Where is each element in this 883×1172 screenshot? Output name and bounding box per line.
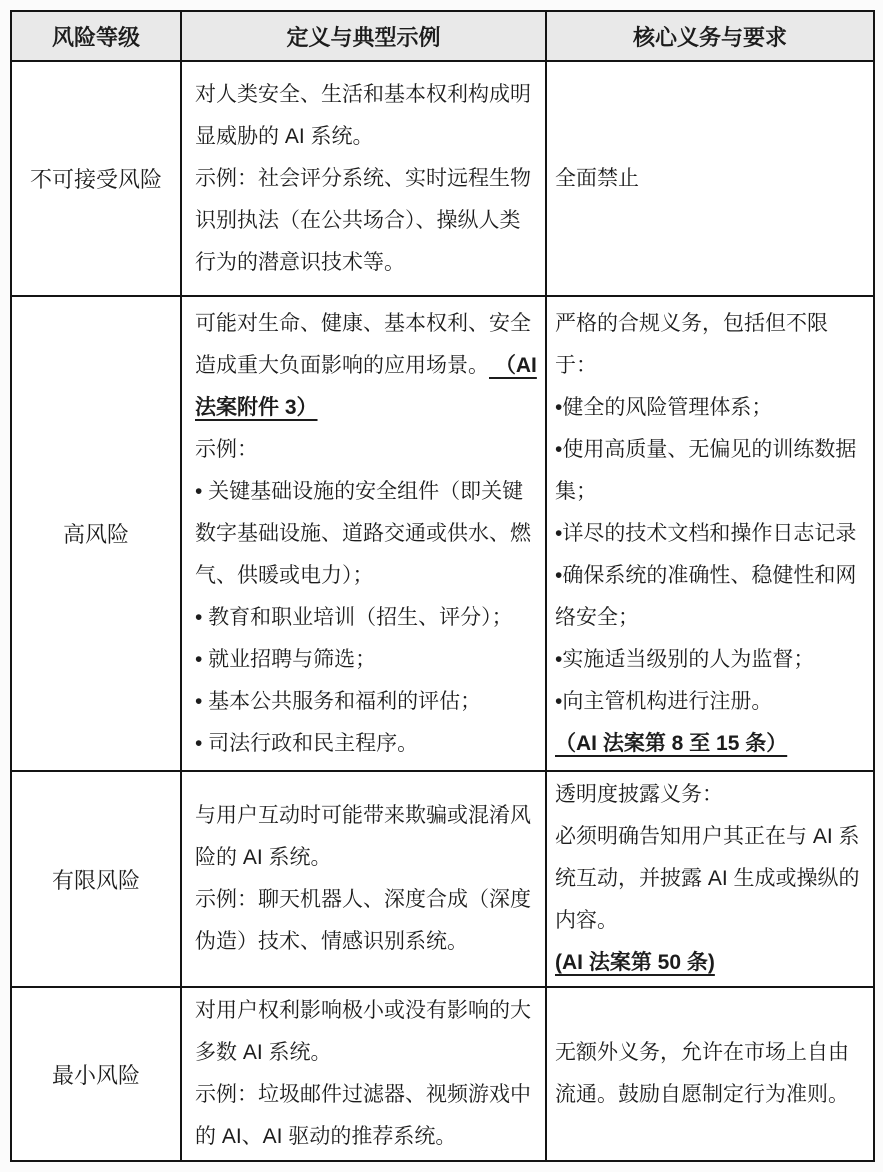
text-run: •详尽的技术文档和操作日志记录: [555, 521, 857, 545]
text-run: • 司法行政和民主程序。: [195, 731, 419, 755]
obligation-paragraph: [555, 723, 867, 765]
definition-cell: [181, 61, 546, 296]
definition-paragraph: [195, 1074, 539, 1158]
text-run: 示例：聊天机器人、深度合成（深度伪造）技术、情感识别系统。: [195, 888, 531, 953]
text-run: （AI 法案附件 3）: [195, 353, 537, 419]
text-run: 全面禁止: [555, 166, 639, 190]
obligation-paragraph: [555, 555, 867, 639]
definition-paragraph: [195, 681, 539, 723]
text-run: 严格的合规义务，包括但不限于：: [555, 311, 828, 377]
definition-cell: [181, 987, 546, 1161]
column-header-definition: 定义与典型示例: [181, 11, 546, 61]
text-run: 示例：垃圾邮件过滤器、视频游戏中的 AI、AI 驱动的推荐系统。: [195, 1083, 531, 1148]
definition-paragraph: [195, 471, 539, 597]
text-run: • 教育和职业培训（招生、评分）；: [195, 605, 513, 629]
text-run: •确保系统的准确性、稳健性和网络安全；: [555, 563, 857, 629]
risk-table-body: [11, 61, 874, 1161]
obligation-paragraph: [555, 429, 867, 513]
obligation-paragraph: [555, 303, 867, 387]
text-run: 示例：: [195, 437, 258, 461]
text-run: 透明度披露义务：: [555, 783, 723, 806]
obligation-paragraph: [555, 1032, 867, 1116]
text-run: •向主管机构进行注册。: [555, 689, 773, 713]
text-run: • 基本公共服务和福利的评估；: [195, 689, 482, 713]
text-run: 可能对生命、健康、基本权利、安全造成重大负面影响的应用场景。: [195, 311, 531, 377]
text-run: • 就业招聘与筛选；: [195, 647, 377, 671]
obligations-cell: [546, 987, 874, 1161]
definition-paragraph: [195, 597, 539, 639]
text-run: • 关键基础设施的安全组件（即关键数字基础设施、道路交通或供水、燃气、供暖或电力）；: [195, 479, 531, 587]
text-run: （AI 法案第 8 至 15 条）: [555, 731, 788, 755]
table-row: [11, 296, 874, 771]
text-run: •健全的风险管理体系；: [555, 395, 773, 419]
text-run: 示例：社会评分系统、实时远程生物识别执法（在公共场合）、操纵人类行为的潜意识技术等。: [195, 166, 531, 274]
definition-paragraph: [195, 990, 539, 1074]
column-header-risk-level: 风险等级: [11, 11, 181, 61]
definition-cell: [181, 771, 546, 987]
obligation-paragraph: [555, 158, 867, 200]
obligation-paragraph: [555, 681, 867, 723]
risk-table: [10, 10, 875, 1162]
obligations-cell: [546, 61, 874, 296]
definition-paragraph: [195, 74, 539, 158]
table-row: [11, 771, 874, 987]
table-row: [11, 987, 874, 1161]
header-row: [11, 11, 874, 61]
risk-level-cell: 有限风险: [11, 771, 181, 987]
table-row: [11, 61, 874, 296]
definition-paragraph: [195, 639, 539, 681]
definition-paragraph: [195, 158, 539, 284]
risk-level-cell: 不可接受风险: [11, 61, 181, 296]
risk-level-cell: 高风险: [11, 296, 181, 771]
definition-cell: [181, 296, 546, 771]
definition-paragraph: [195, 879, 539, 963]
obligation-paragraph: [555, 816, 867, 942]
risk-table-header: [11, 11, 874, 61]
definition-paragraph: [195, 795, 539, 879]
obligation-paragraph: [555, 513, 867, 555]
definition-paragraph: [195, 303, 539, 429]
obligation-paragraph: [555, 639, 867, 681]
text-run: 对人类安全、生活和基本权利构成明显威胁的 AI 系统。: [195, 82, 531, 148]
definition-paragraph: [195, 723, 539, 765]
text-run: 必须明确告知用户其正在与 AI 系统互动，并披露 AI 生成或操纵的内容。: [555, 825, 860, 932]
obligation-paragraph: [555, 942, 867, 984]
obligation-paragraph: [555, 774, 867, 816]
obligation-paragraph: [555, 387, 867, 429]
column-header-obligations: 核心义务与要求: [546, 11, 874, 61]
text-run: (AI 法案第 50 条): [555, 951, 715, 974]
text-run: 无额外义务，允许在市场上自由流通。鼓励自愿制定行为准则。: [555, 1041, 849, 1106]
text-run: 与用户互动时可能带来欺骗或混淆风险的 AI 系统。: [195, 804, 531, 869]
text-run: •实施适当级别的人为监督；: [555, 647, 815, 671]
obligations-cell: [546, 296, 874, 771]
definition-paragraph: [195, 429, 539, 471]
risk-level-cell: 最小风险: [11, 987, 181, 1161]
text-run: 对用户权利影响极小或没有影响的大多数 AI 系统。: [195, 999, 531, 1064]
obligations-cell: [546, 771, 874, 987]
text-run: •使用高质量、无偏见的训练数据集；: [555, 437, 857, 503]
